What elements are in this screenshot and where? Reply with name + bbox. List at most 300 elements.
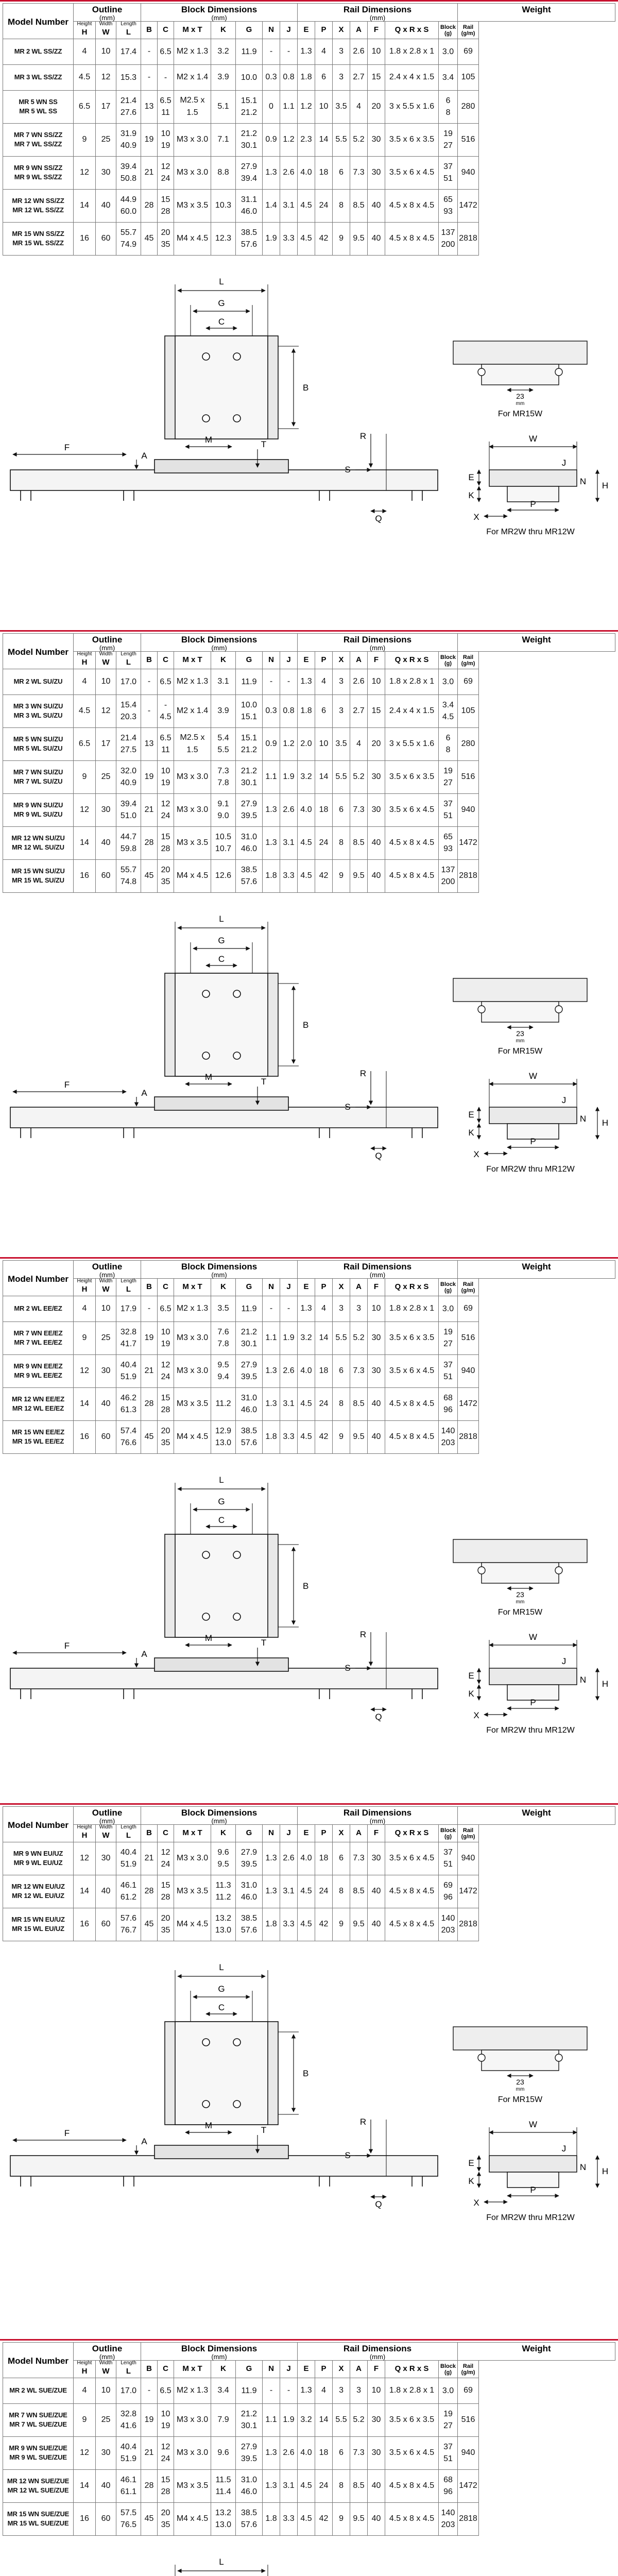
cell-b [141,64,158,90]
cell-value: 10.0 [241,73,258,82]
cell-blk [439,727,458,760]
dim-label-w: W [528,2120,538,2129]
cell-j [280,1354,298,1387]
model-number-cell [3,1321,74,1354]
model-number: MR 12 WN EE/EZ [12,1395,64,1403]
column-header [280,2361,298,2378]
cell-value: 3.5 x 6 x 3.5 [389,135,435,144]
model-number-cell [3,2436,74,2469]
table-row [3,1908,615,1941]
cell-g [236,123,263,156]
cell-value: 4 [82,677,87,686]
cell-c [158,64,174,90]
cell-value: 20 [161,1427,170,1436]
cell-k [211,669,236,694]
cell-value: 5.5 [335,2415,347,2425]
model-number: MR 15 WN EE/EZ [12,1428,64,1436]
mr2w-mr12w-caption: For MR2W thru MR12W [486,2213,575,2222]
cell-g [236,1321,263,1354]
cell-value: 4.5 [300,201,312,210]
dim-label-n: N [579,1675,587,1685]
weight-unit-label: (g) [444,1287,452,1294]
column-label: M x T [182,1282,202,1292]
column-header [211,1825,236,1842]
cell-mxt [174,760,211,793]
cell-value: 40.4 [120,1848,137,1857]
cell-x [333,694,350,727]
cell-value: 3 [356,2386,361,2395]
cell-value: 9.5 [353,234,365,243]
top-view-drawing [165,1970,299,2125]
cell-l [116,2436,141,2469]
column-header [385,1279,439,1296]
cell-value: 31.0 [241,833,258,842]
cell-value: 40 [101,2481,111,2490]
cell-l [116,39,141,64]
cell-value: 19 [443,129,453,139]
cell-w [96,2403,116,2436]
model-number-cell [3,156,74,189]
cell-c [158,826,174,859]
cell-blk [439,1908,458,1941]
cell-value: 27.9 [241,1361,258,1370]
cell-value: 10 [101,1304,111,1313]
cell-value: 20.3 [120,713,137,722]
cell-qrs [385,694,439,727]
cell-k [211,1354,236,1387]
cell-value: 25 [101,1333,111,1343]
cell-value: M3 x 3.5 [176,1887,209,1896]
table-row [3,1420,615,1453]
cell-b [141,156,158,189]
column-sub-label: Width [99,2360,113,2366]
cell-value: 38.5 [241,2509,258,2518]
cell-value: M3 x 3.0 [176,772,209,782]
cell-blk [439,1875,458,1908]
cell-value: 6 [339,168,344,177]
column-label: J [286,1282,291,1292]
cell-value: 3.5 [335,102,347,111]
cell-value: 2.6 [283,805,295,815]
cell-value: 9.6 [217,1848,229,1857]
weight-rail-header [458,22,479,39]
cell-j [280,1908,298,1941]
cell-value: 76.7 [120,1926,137,1935]
cell-value: 1.8 x 2.8 x 1 [389,47,435,56]
column-header [298,652,315,669]
cell-value: 9.5 [353,2514,365,2523]
cell-value: 516 [461,2415,475,2425]
cell-value: 55.7 [120,866,137,875]
cell-value: 96 [443,1893,453,1902]
dim-label-a: A [141,2137,147,2146]
cell-value: 40 [371,1399,381,1409]
cell-n [263,90,280,123]
cell-value: 6 [339,1366,344,1376]
dimension-drawings [0,2539,618,2576]
block-unit-label: (mm) [211,13,227,22]
column-label: Q x R x S [394,1828,429,1838]
model-number: MR 5 WN SU/ZU [13,735,63,743]
cell-value: 1472 [459,2481,477,2490]
cell-f [368,156,385,189]
cell-w [96,1296,116,1321]
cell-value: 1.2 [283,739,295,749]
cell-w [96,1875,116,1908]
rail-unit-label: (mm) [369,643,386,652]
cell-value: 5.5 [335,772,347,782]
cell-value: 940 [461,1854,475,1863]
cell-w [96,2378,116,2403]
column-header [385,1825,439,1842]
weight-block-header [439,2361,458,2378]
cell-qrs [385,669,439,694]
cell-value: 5.5 [335,1333,347,1343]
cell-c [158,1842,174,1875]
cell-value: 14 [80,2481,89,2490]
dim-label-h: H [602,2166,609,2176]
cell-value: 10 [161,767,170,776]
cell-b [141,1842,158,1875]
cell-value: 40 [101,838,111,848]
cell-value: 10 [371,2386,381,2395]
cell-g [236,1420,263,1453]
cell-blk [439,2436,458,2469]
cell-value: 8 [445,108,451,117]
cell-value: 60 [101,1920,111,1929]
cell-g [236,694,263,727]
cell-b [141,1420,158,1453]
cell-value: 24 [161,2454,170,2464]
column-label: C [163,2364,168,2374]
rail-unit-label: (mm) [369,1817,386,1825]
cell-value: 27.9 [241,800,258,809]
column-label: C [163,1282,168,1292]
cell-e [298,189,315,222]
cell-j [280,39,298,64]
cell-b [141,90,158,123]
cell-f [368,1420,385,1453]
cell-e [298,2502,315,2535]
cell-value: 60 [101,234,111,243]
cell-a [350,189,368,222]
cell-mxt [174,222,211,255]
table-row [3,1296,615,1321]
block-header-label: Block Dimensions [181,2344,258,2353]
cell-l [116,1908,141,1941]
cell-value: 30 [101,1854,111,1863]
cell-value: M3 x 3.0 [176,1366,209,1376]
cell-value: 57.4 [120,1427,137,1436]
column-label: J [286,2364,291,2374]
cell-f [368,1387,385,1420]
cell-value: 42 [319,1920,329,1929]
cell-value: 9.5 [217,1361,229,1370]
cell-value: 4.5 x 8 x 4.5 [389,234,435,243]
dim-label-c: C [218,2003,225,2012]
cell-k [211,1420,236,1453]
cell-blk [439,694,458,727]
column-label: B [146,655,152,665]
cell-a [350,669,368,694]
cell-value: 20 [161,228,170,238]
cell-value: 4.0 [300,2448,312,2458]
cell-j [280,222,298,255]
cell-value: 61.3 [120,1405,137,1415]
cell-b [141,826,158,859]
cell-blk [439,760,458,793]
cell-value: 28 [161,207,170,216]
table-row [3,1842,615,1875]
cell-g [236,859,263,892]
cell-k [211,64,236,90]
cell-j [280,760,298,793]
cell-value: 5.2 [353,135,365,144]
block-header-label: Block Dimensions [181,1262,258,1272]
cell-a [350,1321,368,1354]
model-header-label: Model Number [7,647,69,657]
cell-f [368,859,385,892]
cell-l [116,90,141,123]
cell-value: 6 [339,2448,344,2458]
cell-value: 3.3 [283,1432,295,1442]
cell-l [116,859,141,892]
cell-value: 137 [441,866,455,875]
dim-label-k: K [468,1128,474,1138]
cell-value: 3.5 x 6 x 3.5 [389,2415,435,2425]
cell-value: 24 [161,1860,170,1869]
cell-n [263,189,280,222]
outline-group-header [74,2343,141,2361]
cell-h [74,189,96,222]
cell-mxt [174,1420,211,1453]
drawing-area [0,1944,618,2238]
cell-h [74,793,96,826]
cell-qrs [385,156,439,189]
cell-value: 18 [319,1854,329,1863]
weight-group-header [458,1261,615,1279]
cell-value: 3.2 [217,47,229,56]
cell-k [211,1387,236,1420]
mini-dim-value: 23 [516,2078,524,2086]
model-number: MR 7 WN EE/EZ [13,1329,63,1337]
column-label: L [126,28,131,37]
cell-l [116,1875,141,1908]
cell-n [263,793,280,826]
model-number: MR 3 WN SU/ZU [13,702,63,710]
outline-header-label: Outline [92,2344,123,2353]
cell-value: 30 [371,2415,381,2425]
column-label: X [338,2364,344,2374]
model-number: MR 9 WL EU/UZ [13,1859,63,1867]
cell-value: 21.4 [120,734,137,743]
cell-rail [458,64,479,90]
cell-rail [458,90,479,123]
cell-w [96,669,116,694]
cell-value: 19 [161,2421,170,2431]
cell-value: 15.1 [241,734,258,743]
dim-label-f: F [64,1641,70,1651]
column-header [368,652,385,669]
top-view-drawing [165,2565,299,2576]
cell-value: M3 x 3.5 [176,1399,209,1409]
cell-k [211,826,236,859]
column-label: L [126,1285,131,1294]
cell-b [141,1354,158,1387]
cell-rail [458,1296,479,1321]
cell-value: 30 [371,805,381,815]
cell-w [96,694,116,727]
cell-value: 1.1 [265,772,277,782]
cell-w [96,1842,116,1875]
cell-p [315,694,333,727]
cell-value: 45 [144,1920,154,1929]
column-label: G [246,655,252,665]
cell-value: 74.9 [120,240,137,249]
column-label: X [338,655,344,665]
cell-l [116,1387,141,1420]
cell-value: 27 [443,141,453,150]
cell-k [211,859,236,892]
mini-dim-unit: mm [516,2087,525,2092]
cell-value: 28 [144,1399,154,1409]
column-label: F [373,1282,379,1292]
cell-a [350,2436,368,2469]
cell-rail [458,1875,479,1908]
cell-value: 24 [319,2481,329,2490]
dim-label-r: R [359,1069,367,1078]
table-row [3,39,615,64]
cell-p [315,39,333,64]
dim-label-l: L [219,1475,224,1485]
dim-label-a: A [141,1088,147,1098]
cell-value: 4.5 [300,1432,312,1442]
cell-p [315,1908,333,1941]
dim-label-w: W [528,1071,538,1081]
cell-p [315,90,333,123]
cell-value: 3 [339,73,344,82]
cell-value: 69 [464,677,473,686]
cell-l [116,1354,141,1387]
model-number: MR 9 WN EE/EZ [13,1362,63,1370]
cell-f [368,1875,385,1908]
cell-value: 7.8 [217,1340,229,1349]
model-number: MR 2 WL SUE/ZUE [9,2386,67,2395]
cell-b [141,123,158,156]
dim-label-p: P [530,1698,536,1707]
block-group-header [141,1807,298,1825]
model-number: MR 9 WL SU/ZU [13,810,63,819]
cell-l [116,1296,141,1321]
cell-k [211,2469,236,2502]
cell-g [236,2436,263,2469]
dim-label-w: W [528,1632,538,1642]
cell-value: 51.9 [120,2454,137,2464]
cell-value: M2 x 1.3 [176,2386,209,2395]
cell-c [158,189,174,222]
cell-value: 3.0 [442,1304,454,1313]
cell-value: 280 [461,739,475,749]
cell-b [141,1908,158,1941]
cell-e [298,694,315,727]
cell-n [263,1354,280,1387]
cell-value: 8 [339,1887,344,1896]
cell-value: 10 [371,47,381,56]
cell-value: 10.0 [241,701,258,710]
column-label: K [220,1282,226,1292]
dim-label-l: L [219,914,224,924]
dim-label-a: A [141,451,147,461]
cell-mxt [174,727,211,760]
weight-rail-header [458,652,479,669]
weight-rail-unit-label: (g/m) [461,1833,475,1840]
column-label: J [286,655,291,665]
cell-value: 1.2 [283,135,295,144]
cell-w [96,64,116,90]
cell-x [333,1908,350,1941]
cell-value: 28 [144,2481,154,2490]
cell-value: 12 [80,805,89,815]
cell-rail [458,669,479,694]
cell-value: M3 x 3.0 [176,2448,209,2458]
weight-rail-header [458,1825,479,1842]
cell-value: - [287,47,290,56]
cell-f [368,222,385,255]
cell-value: 4.5 [300,2514,312,2523]
cell-value: 35 [161,1438,170,1448]
cell-x [333,859,350,892]
cell-n [263,694,280,727]
cell-rail [458,2502,479,2535]
cell-c [158,694,174,727]
mr15w-caption: For MR15W [497,2095,543,2104]
cell-value: 7.3 [353,2448,365,2458]
cell-value: 12 [101,73,111,82]
cell-w [96,793,116,826]
cell-value: 45 [144,2514,154,2523]
cell-value: 12.9 [215,1427,232,1436]
weight-rail-unit-label: (g/m) [461,660,475,667]
column-label: F [373,1828,379,1838]
cell-value: 51 [443,1372,453,1382]
cell-w [96,1387,116,1420]
column-header [368,1825,385,1842]
cell-value: 5.5 [335,135,347,144]
column-header [263,652,280,669]
cell-x [333,123,350,156]
cell-j [280,826,298,859]
cell-value: 7.3 [353,805,365,815]
cell-value: 3.5 x 6 x 4.5 [389,2448,435,2458]
cell-qrs [385,793,439,826]
outline-unit-label: (mm) [99,13,115,22]
cell-a [350,64,368,90]
cell-value: 4.5 [160,713,171,722]
table-row [3,222,615,255]
cell-value: 4.5 [442,713,454,722]
cell-l [116,760,141,793]
cell-e [298,90,315,123]
dim-label-j: J [561,1656,566,1666]
column-label: P [321,25,327,35]
table-row [3,669,615,694]
cell-value: 4.0 [300,805,312,815]
cell-value: M2.5 x 1.5 [180,96,205,117]
cell-value: 30 [371,1333,381,1343]
cell-value: 10 [161,1328,170,1337]
cell-c [158,727,174,760]
table-row [3,1354,615,1387]
